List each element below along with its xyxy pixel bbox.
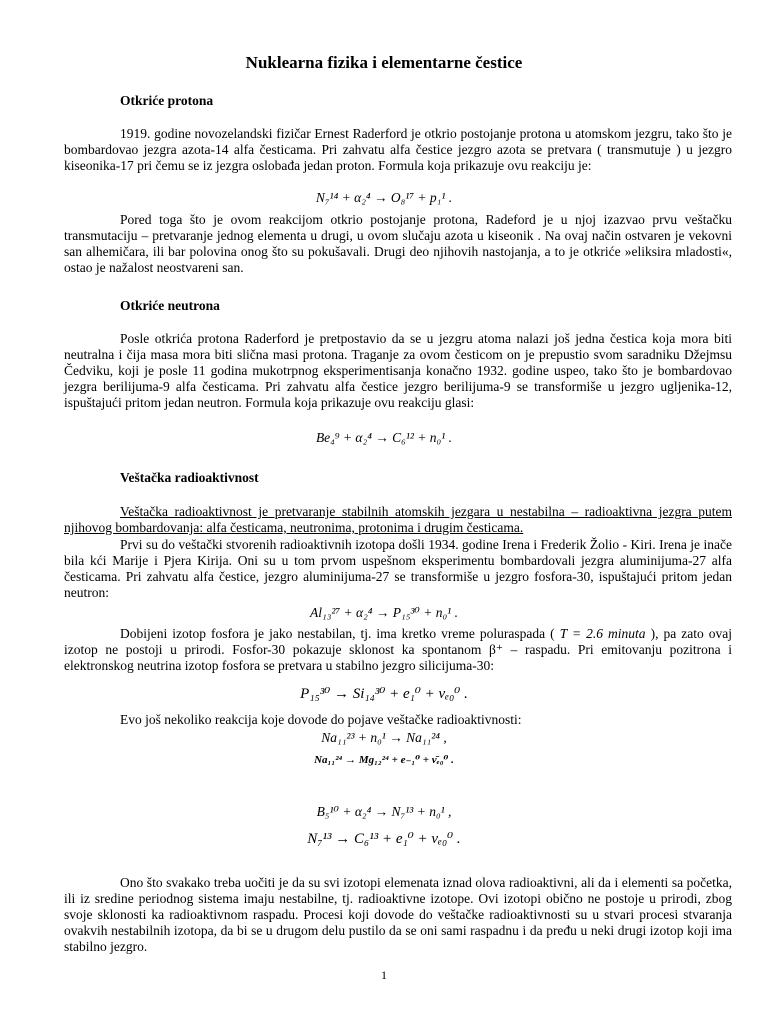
equation-sodium-decay: Na₁₁²⁴ → Mg₁₂²⁴ + e₋₁⁰ + ν̄ₑ₀⁰ . bbox=[314, 754, 454, 766]
equation-aluminium-alpha: Al₁₃²⁷ + α₂⁴ → P₁₅³⁰ + n₀¹ . bbox=[310, 605, 458, 620]
page-number: 1 bbox=[381, 968, 387, 982]
section-heading-artificial-radioactivity: Veštačka radioaktivnost bbox=[120, 470, 259, 485]
paragraph-phosphorus-decay bbox=[64, 626, 732, 674]
paragraph-text: Ono što svakako treba uočiti je da su svi izotopi elemenata iznad olova radioaktivni, ali da i elementi sa početka, ili iz sredine periodnog sistema imaju nestabilne, tj. radioaktivne izotope. Ovi izotopi obično ne postoje u prirodi, zbog svoje sklonosti ka radioaktivnom raspadu. Procesi koji dovode do veštačke radioaktivnosti su u stvari procesi stvaranja ovakvih nestabilnih izotopa, da bi se u drugom delu pustilo da se oni sami raspadnu i da pređu u neki drugi izotop koji ima stabilno jezgro. bbox=[64, 875, 732, 954]
equation-nitrogen-alpha: N₇¹⁴ + α₂⁴ → O₈¹⁷ + p₁¹ . bbox=[315, 190, 453, 205]
half-life-value: T = 2.6 minuta bbox=[559, 626, 646, 641]
paragraph-zholio-kiri bbox=[64, 537, 732, 601]
paragraph-text: Veštačka radioaktivnost je pretvaranje stabilnih atomskih jezgara u nestabilna – radioaktivna jezgra putem njihovog bombardovanja: alfa česticama, neutronima, protonima i drugim česticama. bbox=[64, 504, 732, 535]
paragraph-text: Prvi su do veštački stvorenih radioaktivnih izotopa došli 1934. godine Irena i Frederik Žolio - Kiri. Irena je inače bila kći Marije i Pjera Kirija. Oni su u tom prvom uspešnom eksperimentu bombardovali jezgra aluminijuma-27 alfa česticama. Pri zahvatu alfa čestice, jezgro aluminijuma-27 se transformiše u jezgro fosfora-30, ispuštajući pritom jedan neutron: bbox=[64, 537, 732, 600]
equation-boron-alpha: B₅¹⁰ + α₂⁴ → N₇¹³ + n₀¹ , bbox=[316, 804, 452, 819]
equation-nitrogen-decay: N₇¹³ → C₆¹³ + e₁⁰ + νₑ₀⁰ . bbox=[307, 831, 461, 847]
paragraph-neutron-discovery bbox=[64, 331, 732, 411]
section-heading-neutron: Otkriće neutrona bbox=[120, 298, 220, 313]
equation-sodium-neutron: Na₁₁²³ + n₀¹ → Na₁₁²⁴ , bbox=[321, 730, 447, 745]
equation-beryllium-alpha: Be₄⁹ + α₂⁴ → C₆¹² + n₀¹ . bbox=[315, 430, 453, 445]
paragraph-text: Posle otkrića protona Raderford je pretpostavio da se u jezgru atoma nalazi još jedna čestica koja mora biti neutralna i čija masa mora biti slična masi protona. Traganje za ovom česticom on je prepustio svom saradniku Džejmsu Čedviku, koji je posle 11 godina mukotrpnog eksperimentisanja konačno 1932. godine uspeo, tako što je bombardovao jezgra berilijuma-9 alfa česticama. Pri zahvatu alfa čestice jezgro berilijuma-9 se transformiše u jezgro ugljenika-12, ispuštajući pritom jedan neutron. Formula koja prikazuje ovu reakciju glasi: bbox=[64, 331, 732, 410]
paragraph-proton-discovery bbox=[64, 126, 732, 174]
paragraph-transmutation bbox=[64, 212, 732, 276]
section-heading-proton: Otkriće protona bbox=[120, 93, 214, 108]
paragraph-text: ), pa zato ovaj izotop ne postoji u prirodi. Fosfor-30 pokazuje sklonost ka spontanom β⁺ – raspadu. Pri emitovanju pozitrona i elektronskog neutrina izotop fosfora se pretvara u stabilno jezgro silicijuma-30: bbox=[64, 626, 733, 673]
paragraph-more-reactions bbox=[64, 712, 732, 728]
paragraph-conclusion bbox=[64, 875, 732, 955]
paragraph-text: Dobijeni izotop fosfora je jako nestabilan, tj. ima kretko vreme poluraspada ( bbox=[120, 626, 560, 641]
paragraph-definition bbox=[64, 504, 732, 536]
paragraph-text: Pored toga što je ovom reakcijom otkrio postojanje protona, Radeford je u njoj izazvao prvu veštačku transmutaciju – pretvaranje jednog elementa u drugi, u ovom slučaju azota u kiseonik . Na ovaj način ostvaren je vekovni san alhemičara, ili bar polovina onog što su pokušavali. Drugi deo njihovih nastojanja, a to je otkriće »eliksira mladosti«, ostao je nažalost neostvareni san. bbox=[64, 212, 732, 275]
document-title: Nuklearna fizika i elementarne čestice bbox=[245, 53, 523, 72]
paragraph-text: 1919. godine novozelandski fizičar Ernest Raderford je otkrio postojanje protona u atomskom jezgru, tako što je bombardovao jezgra azota-14 alfa česticama. Pri zahvatu alfa čestice jezgro azota se pretvara ( transmutuje ) u jezgro kiseonika-17 pri čemu se iz jezgra oslobađa jedan proton. Formula koja prikazuje ovu reakciju je: bbox=[64, 126, 732, 173]
paragraph-text: Evo još nekoliko reakcija koje dovode do pojave veštačke radioaktivnosti: bbox=[120, 712, 522, 727]
equation-phosphorus-beta-decay: P₁₅³⁰ → Si₁₄³⁰ + e₁⁰ + νₑ₀⁰ . bbox=[300, 686, 468, 702]
